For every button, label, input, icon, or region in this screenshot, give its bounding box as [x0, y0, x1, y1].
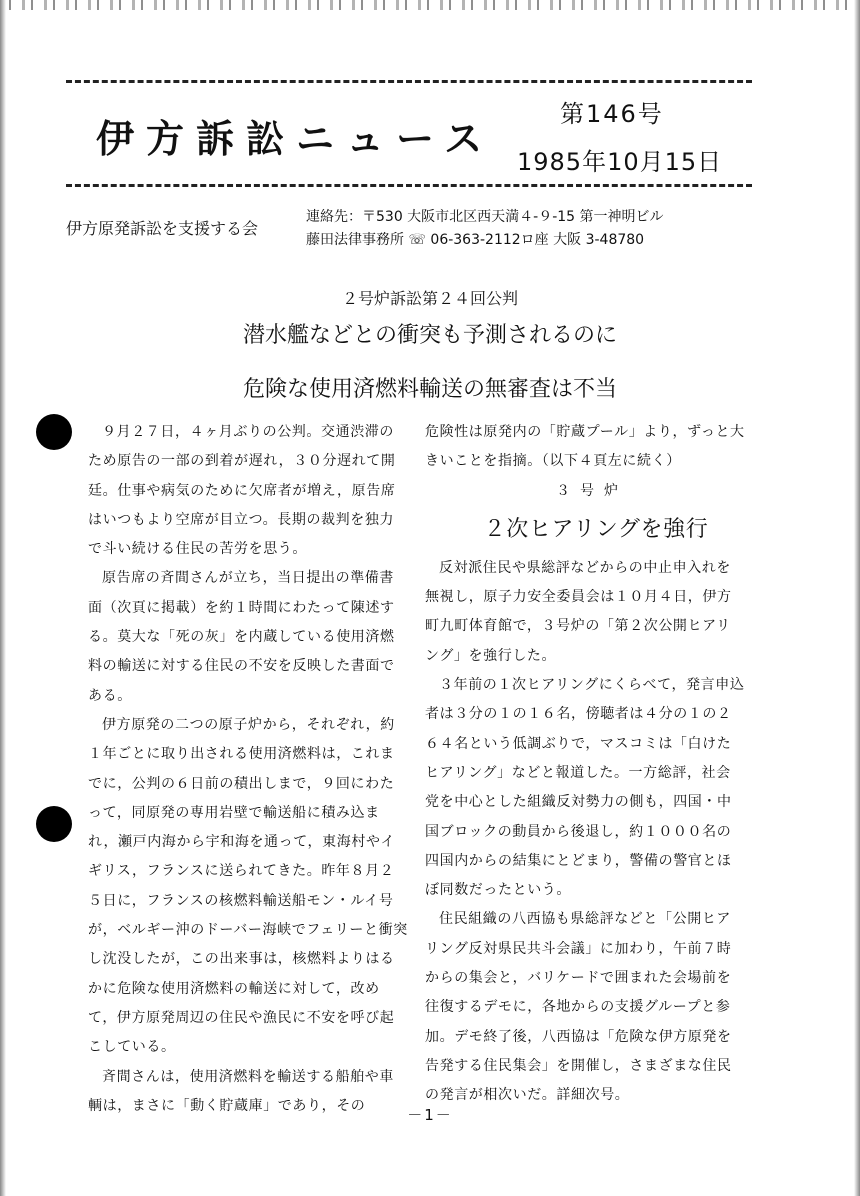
article-paragraph: 斉間さんは，使用済燃料を輸送する船舶や車輌は，まさに「動く貯蔵庫」であり，その	[88, 1068, 394, 1114]
punch-hole-top	[36, 414, 72, 450]
article-headline-2: 危険な使用済燃料輸送の無審査は不当	[242, 377, 617, 402]
scan-top-edge	[0, 0, 860, 10]
page-number: －1－	[407, 1106, 453, 1124]
section-headline: ２次ヒアリングを強行	[483, 516, 709, 542]
article-paragraph: 住民組織の八西協も県総評などと「公開ヒアリング反対県民共斗会議」に加わり，午前７時からの集会と，バリケードで囲まれた会場前を往復するデモに，各地からの支援グループと参加。デモ終了後，八西協は「危険な伊方原発を告発する住民集会」を開催し，さまざまな住民の発言が相次いだ。詳細次号。	[425, 911, 732, 1104]
contact-address: 連絡先：〒530 大阪市北区西天満４-９-15 第一神明ビル	[306, 209, 664, 225]
article-subtitle: ２号炉訴訟第２４回公判	[341, 289, 518, 308]
scan-left-edge	[0, 0, 6, 1196]
left-column	[88, 418, 408, 1121]
newsletter-title: 伊方訴訟ニュース	[96, 117, 495, 161]
article-continuation: 危険性は原発内の「貯蔵プール」より，ずっと大きいことを指摘。（以下４頁左に続く）	[425, 424, 745, 470]
article-paragraph: 伊方原発の二つの原子炉から，それぞれ，約１年ごとに取り出される使用済燃料は，これまでに，公判の６日前の積出しまで，９回にわたって，同原発の専用岩壁で輸送船に積み込まれ，瀬戸内海から宇和海を通って，東海村やイギリス，フランスに送られてきた。昨年８月２５日に，フランスの核燃料輸送船モン・ルイ号が，ベルギー沖のドーバー海峡でフェリーと衝突し沈没したが，この出来事は，核燃料よりはるかに危険な使用済燃料の輸送に対して，改めて，伊方原発周辺の住民や漁民に不安を呼び起こしている。	[88, 716, 408, 1056]
article-paragraph: 原告席の斉間さんが立ち，当日提出の準備書面（次頁に掲載）を約１時間にわたって陳述する。莫大な「死の灰」を内蔵している使用済燃料の輸送に対する住民の不安を反映した書面である。	[88, 570, 395, 704]
publisher-name: 伊方原発訴訟を支援する会	[66, 219, 259, 238]
section-label: ３号炉	[556, 482, 628, 499]
punch-hole-bottom	[36, 806, 72, 842]
bottom-dashed-rule	[66, 184, 752, 187]
article-paragraph: 反対派住民や県総評などからの中止申入れを無視し，原子力安全委員会は１０月４日，伊方町九町体育館で，３号炉の「第２次公開ヒアリング」を強行した。	[425, 559, 732, 664]
right-column	[425, 418, 745, 1111]
article-paragraph: ３年前の１次ヒアリングにくらべて，発言申込者は３分の１の１６名，傍聴者は４分の１の２６４名という低調ぶりで，マスコミは「白けたヒアリング」などと報道した。一方総評，社会党を中心とした組織反対勢力の側も，四国・中国ブロックの動員から後退し，約１０００名の四国内からの結集にとどまり，警備の警官とほぼ同数だったという。	[425, 677, 745, 899]
scan-right-edge	[854, 0, 860, 1196]
contact-block	[306, 206, 664, 252]
contact-phone-account: 藤田法律事務所 ☏ 06-363-2112ロ座 大阪 3-48780	[306, 232, 645, 248]
article-paragraph: ９月２７日，４ヶ月ぶりの公判。交通渋滞のため原告の一部の到着が遅れ，３０分遅れて開廷。仕事や病気のために欠席者が増え，原告席はいつもより空席が目立つ。長期の裁判を独力で斗い続ける住民の苦労を思う。	[88, 424, 396, 558]
article-headline-1: 潜水艦などとの衝突も予測されるのに	[242, 323, 617, 348]
issue-date: 1985年10月15日	[517, 148, 723, 176]
top-dashed-rule	[66, 80, 752, 83]
issue-number: 第146号	[560, 100, 664, 128]
